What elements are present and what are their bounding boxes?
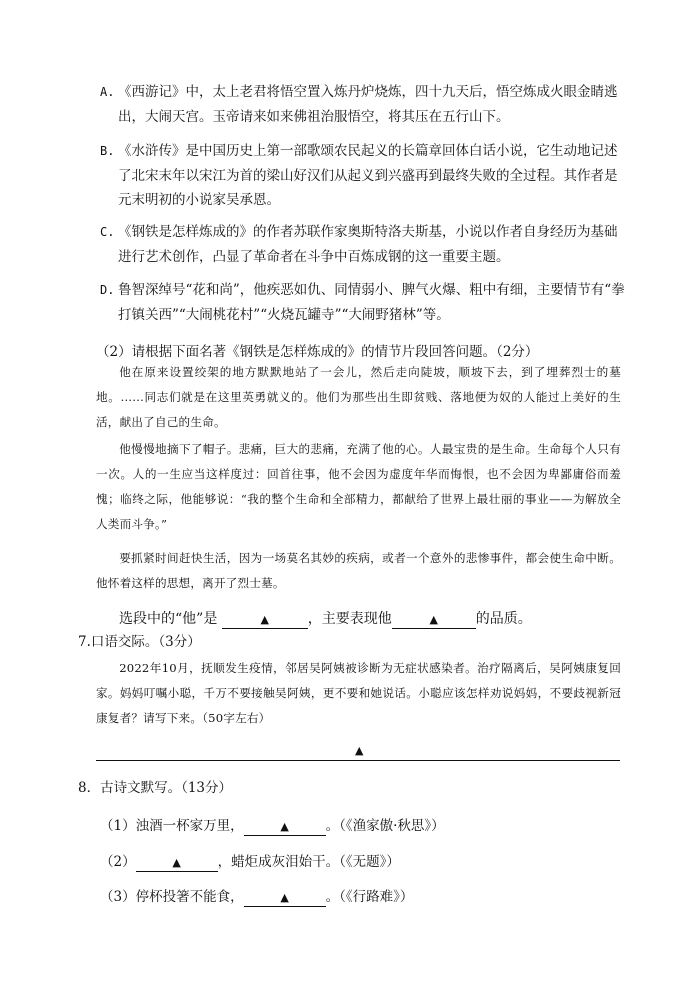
q8-item-3-prefix: （3）停杯投箸不能食， <box>100 889 244 905</box>
option-d-letter: D. <box>100 283 115 297</box>
q2-passage-1: 他在原来设置绞架的地方默默地站了一会儿，然后走向陡坡，顺坡下去，到了埋葬烈士的墓地。……同志们就是在这里英勇就义的。他们为那些出生即贫贱、落地便为奴的人能过上美好的生活，献出了自己的生命。 <box>96 365 621 429</box>
q7-answer-field[interactable] <box>96 760 620 761</box>
q2-blank-1[interactable]: ▲ <box>222 612 308 629</box>
q2-answer-prefix: 选段中的“他”是 <box>119 611 218 627</box>
q2-answer-middle: ，主要表现他 <box>307 611 392 627</box>
option-c <box>100 220 625 269</box>
q2-answer-line <box>119 608 532 629</box>
q8-title: 8．古诗文默写。（13分） <box>78 780 233 796</box>
q8-item-2-suffix: ，蜡炬成灰泪始干。（《无题》） <box>217 854 400 870</box>
q2-answer-suffix: 的品质。 <box>475 611 532 627</box>
q8-item-2 <box>100 850 400 872</box>
q8-item-2-prefix: （2） <box>100 854 136 870</box>
q2-blank-2[interactable]: ▲ <box>392 612 476 629</box>
option-d <box>100 278 625 327</box>
q7-passage: 2022年10月，抚顺发生疫情，邻居吴阿姨被诊断为无症状感染者。治疗隔离后，吴阿姨康复回家。妈妈叮嘱小聪，千万不要接触吴阿姨，更不要和她说话。小聪应该怎样劝说妈妈，不要歧视新冠康复者？请写下来。（50字左右） <box>96 661 621 725</box>
q7-title: 7.口语交际。（3分） <box>78 634 201 650</box>
q8-item-1-blank[interactable]: ▲ <box>244 819 326 836</box>
q8-item-3-suffix: 。（《行路难》） <box>325 889 414 905</box>
q8-item-1-prefix: （1）浊酒一杯家万里， <box>100 818 244 834</box>
q2-passage-3: 要抓紧时间赶快生活，因为一场莫名其妙的疾病，或者一个意外的悲惨事件，都会使生命中断。他怀着这样的思想，离开了烈士墓。 <box>96 551 621 590</box>
option-b <box>100 139 625 213</box>
q7-answer-mark: ▲ <box>355 744 364 757</box>
q8-item-3 <box>100 885 413 907</box>
q8-item-1 <box>100 814 445 836</box>
option-a-letter: A. <box>100 85 115 99</box>
q8-item-1-suffix: 。（《渔家傲·秋思》） <box>325 818 445 834</box>
q8-item-3-blank[interactable]: ▲ <box>244 890 326 907</box>
option-b-text: 《水浒传》是中国历史上第一部歌颂农民起义的长篇章回体白话小说，它生动地记述了北宋末年以宋江为首的梁山好汉们从起义到兴盛再到最终失败的全过程。其作者是元末明初的小说家吴承恩。 <box>118 143 618 208</box>
option-c-text: 《钢铁是怎样炼成的》的作者苏联作家奥斯特洛夫斯基，小说以作者自身经历为基础进行艺术创作，凸显了革命者在斗争中百炼成钢的这一重要主题。 <box>118 224 618 265</box>
option-c-letter: C. <box>100 225 115 239</box>
q8-item-2-blank[interactable]: ▲ <box>136 855 218 872</box>
option-d-text: 鲁智深绰号“花和尚”，他疾恶如仇、同情弱小、脾气火爆、粗中有细，主要情节有“拳打镇关西”“大闹桃花村”“火烧瓦罐寺”“大闹野猪林”等。 <box>118 282 625 323</box>
q2-prompt: （2）请根据下面名著《钢铁是怎样炼成的》的情节片段回答问题。（2分） <box>96 344 539 360</box>
option-b-letter: B. <box>100 144 115 158</box>
q2-passage-2: 他慢慢地摘下了帽子。悲痛，巨大的悲痛，充满了他的心。人最宝贵的是生命。生命每个人只有一次。人的一生应当这样度过：回首往事，他不会因为虚度年华而悔恨，也不会因为卑鄙庸俗而羞愧；临终之际，他能够说：“我的整个生命和全部精力，都献给了世界上最壮丽的事业——为解放全人类而斗争。” <box>96 442 621 531</box>
option-a <box>100 80 625 129</box>
option-a-text: 《西游记》中，太上老君将悟空置入炼丹炉烧炼，四十九天后，悟空炼成火眼金睛逃出，大闹天宫。玉帝请来如来佛祖治服悟空，将其压在五行山下。 <box>118 84 618 125</box>
